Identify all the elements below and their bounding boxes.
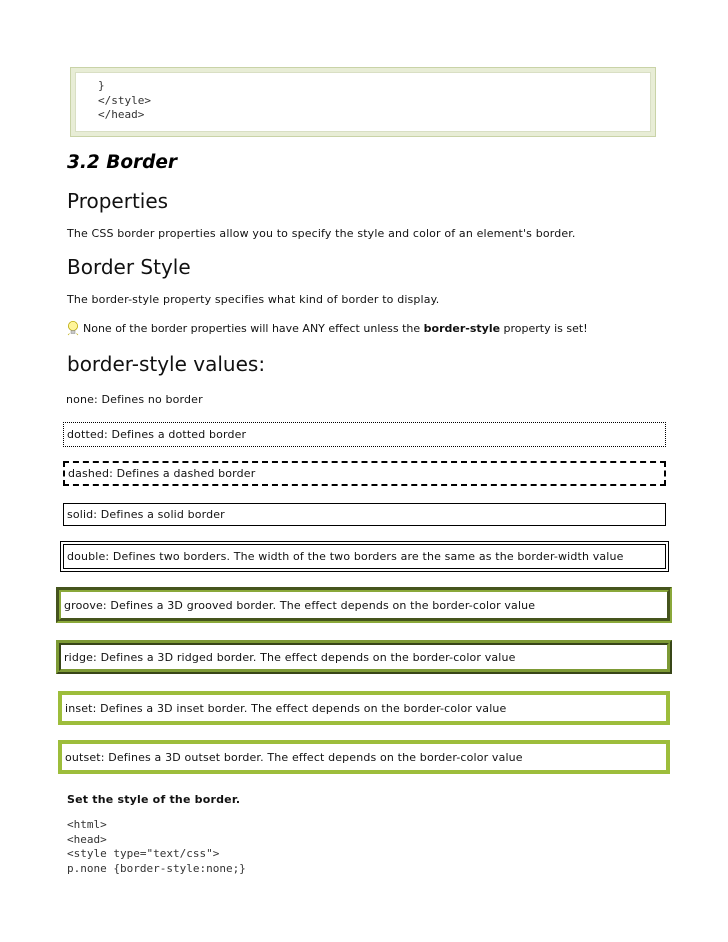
code-line: <head>	[67, 832, 107, 846]
code-block-top-inner	[75, 72, 651, 132]
tip-note	[67, 320, 588, 336]
tip-text-after: property is set!	[500, 322, 588, 335]
code-line: }	[98, 79, 105, 92]
code-line: </style>	[98, 93, 151, 107]
section-title: 3.2 Border	[67, 152, 178, 173]
border-style-heading: Border Style	[67, 255, 191, 279]
example-solid: solid: Defines a solid border	[63, 503, 666, 526]
code-line: p.none {border-style:none;}	[67, 861, 246, 875]
example-dashed: dashed: Defines a dashed border	[63, 461, 666, 486]
border-style-text: The border-style property specifies what kind of border to display.	[67, 293, 440, 306]
example-double: double: Defines two borders. The width of the two borders are the same as the border-width value	[60, 541, 669, 572]
code-block-top	[70, 67, 656, 137]
properties-text: The CSS border properties allow you to specify the style and color of an element's border.	[67, 227, 576, 240]
example-outset: outset: Defines a 3D outset border. The effect depends on the border-color value	[58, 740, 670, 774]
example-ridge: ridge: Defines a 3D ridged border. The effect depends on the border-color value	[56, 640, 672, 674]
lightbulb-icon	[67, 320, 79, 336]
code-line: </head>	[98, 108, 145, 121]
set-style-label: Set the style of the border.	[67, 793, 241, 806]
properties-heading: Properties	[67, 189, 169, 213]
code-line: <style type="text/css">	[67, 847, 220, 860]
tip-text-before: None of the border properties will have ANY effect unless the	[83, 322, 424, 335]
example-inset: inset: Defines a 3D inset border. The effect depends on the border-color value	[58, 691, 670, 725]
example-none: none: Defines no border	[66, 392, 203, 406]
tip-text-bold: border-style	[423, 322, 501, 335]
example-groove: groove: Defines a 3D grooved border. The effect depends on the border-color value	[56, 587, 672, 623]
example-dotted: dotted: Defines a dotted border	[63, 422, 666, 447]
values-heading: border-style values:	[67, 352, 266, 376]
code-line: <html>	[67, 818, 107, 831]
code-block-bottom	[67, 818, 246, 876]
